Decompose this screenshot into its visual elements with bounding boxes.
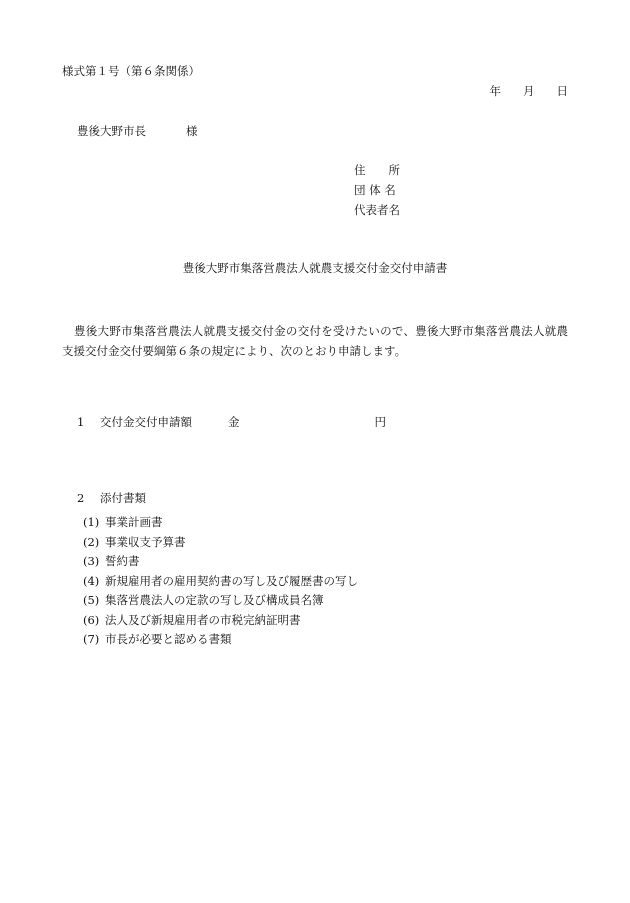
list-item-text: 事業収支予算書	[105, 534, 186, 549]
recipient-name: 豊後大野市長	[77, 124, 146, 138]
recipient	[77, 126, 198, 138]
list-item-text: 法人及び新規雇用者の市税完納証明書	[105, 612, 301, 627]
date-line	[490, 86, 569, 98]
list-item	[83, 630, 358, 650]
list-item-number: (3)	[83, 554, 100, 568]
date-month: 月	[523, 84, 535, 98]
date-day: 日	[556, 84, 568, 98]
body-paragraph: 豊後大野市集落営農法人就農支援交付金の交付を受けたいので、豊後大野市集落営農法人就農支援交付金交付要綱第６条の規定により、次のとおり申請します。	[62, 324, 568, 358]
list-item	[83, 513, 358, 533]
address-label: 住 所	[354, 163, 400, 177]
list-item-text: 新規雇用者の雇用契約書の写し及び履歴書の写し	[105, 573, 358, 588]
list-item	[83, 572, 358, 592]
list-item-number: (2)	[83, 534, 100, 549]
item-attachments-heading	[77, 493, 146, 505]
item2-number: 2	[77, 491, 85, 505]
document-title: 豊後大野市集落営農法人就農支援交付金交付申請書	[182, 261, 448, 275]
list-item-number: (1)	[83, 515, 100, 529]
list-item-number: (6)	[83, 612, 100, 627]
attachment-list	[83, 513, 358, 650]
representative-label: 代表者名	[354, 203, 400, 217]
list-item-number: (4)	[83, 573, 100, 588]
list-item	[83, 552, 358, 572]
list-item	[83, 611, 358, 631]
item1-number: 1	[77, 415, 85, 429]
item-application-amount	[77, 417, 386, 429]
list-item	[83, 591, 358, 611]
date-year: 年	[489, 84, 501, 98]
list-item-text: 市長が必要と認める書類	[105, 632, 232, 646]
list-item-text: 集落営農法人の定款の写し及び構成員名簿	[105, 593, 324, 607]
list-item-number: (7)	[83, 632, 100, 646]
amount-suffix: 円	[374, 415, 386, 429]
list-item-text: 誓約書	[105, 554, 140, 568]
list-item	[83, 533, 358, 553]
list-item-text: 事業計画書	[105, 515, 163, 529]
list-item-number: (5)	[83, 593, 100, 607]
form-number: 様式第１号（第６条関係）	[62, 64, 200, 78]
item2-label: 添付書類	[100, 491, 146, 505]
applicant-block	[354, 165, 400, 225]
recipient-honorific: 様	[186, 124, 198, 138]
item1-label: 交付金交付申請額	[100, 415, 192, 429]
amount-prefix: 金	[228, 415, 240, 429]
organization-label: 団 体 名	[354, 183, 396, 197]
